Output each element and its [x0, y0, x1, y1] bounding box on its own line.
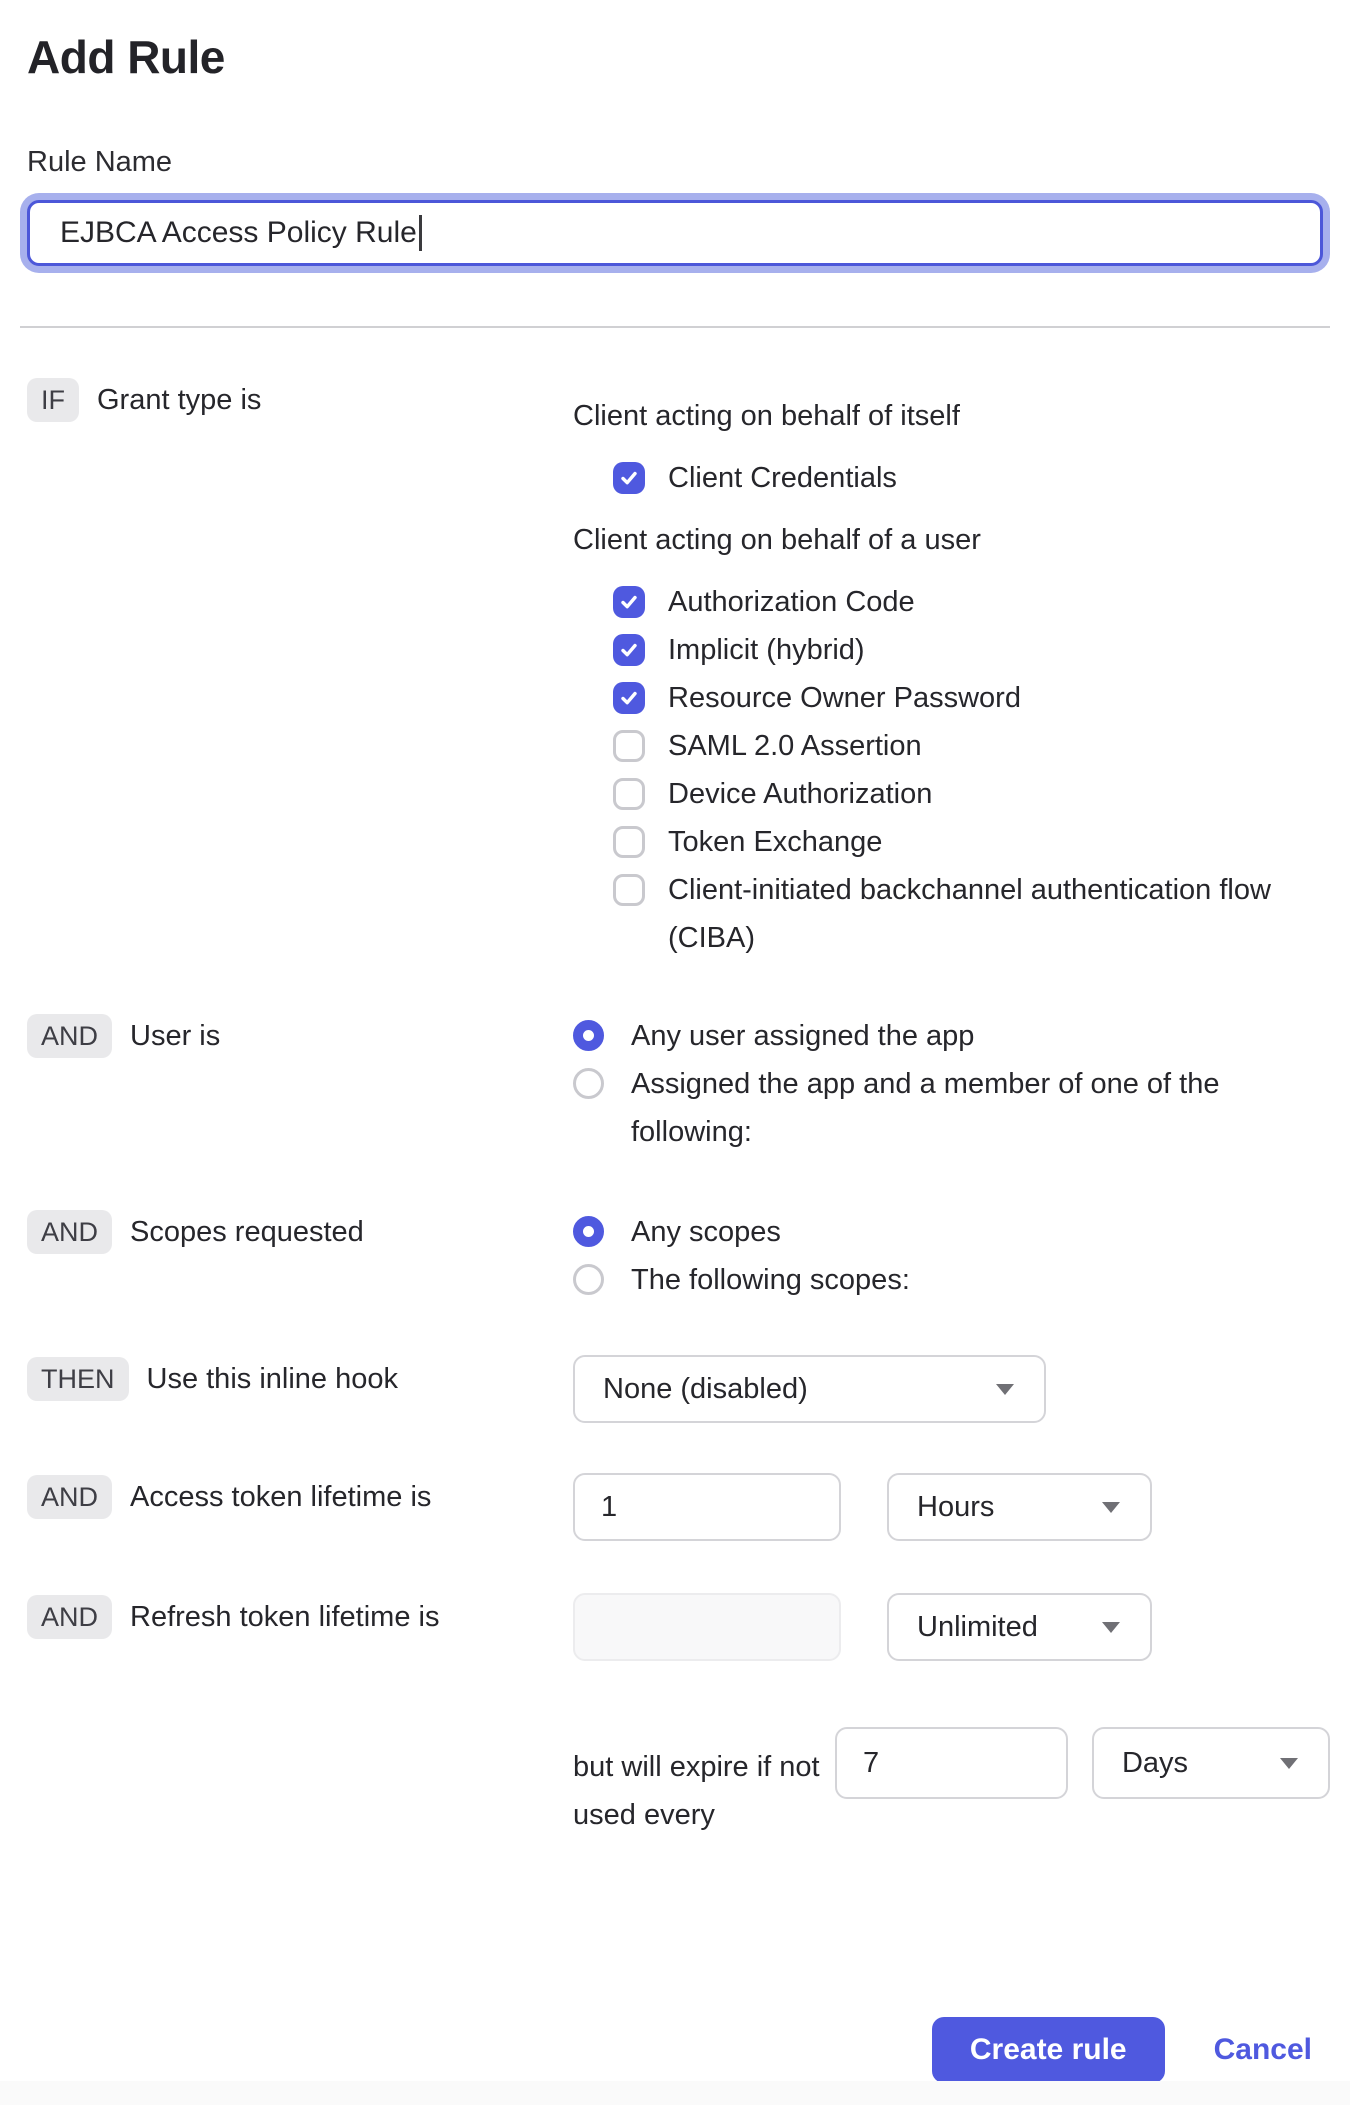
checkbox[interactable]	[613, 682, 645, 714]
select-value: None (disabled)	[603, 1372, 808, 1405]
checkbox-label: Authorization Code	[668, 586, 915, 618]
checkbox-label: Resource Owner Password	[668, 682, 1021, 714]
chevron-down-icon	[1280, 1758, 1298, 1769]
condition-row-refresh-token	[27, 1593, 1330, 1661]
checkmark-icon	[617, 466, 641, 490]
refresh-token-expiry-row	[27, 1727, 1330, 1839]
grant-group-header: Client acting on behalf of itself	[573, 400, 960, 432]
radio-button[interactable]	[573, 1264, 604, 1295]
radio-button[interactable]	[573, 1020, 604, 1051]
radio-button[interactable]	[573, 1216, 604, 1247]
grant-option-ciba[interactable]	[613, 866, 1330, 962]
radio-button[interactable]	[573, 1068, 604, 1099]
select-value: Days	[1121, 1746, 1189, 1779]
condition-label: Grant type is	[97, 384, 262, 416]
condition-row-user-is	[27, 1012, 1330, 1156]
user-option-member-of-group[interactable]	[573, 1060, 1330, 1156]
checkbox-label: Device Authorization	[668, 778, 933, 810]
grant-option-saml-assertion[interactable]	[613, 722, 1330, 770]
refresh-token-lifetime-input	[573, 1593, 841, 1661]
footer-actions	[27, 2017, 1330, 2083]
grant-option-client-credentials[interactable]	[613, 454, 1330, 502]
grant-option-resource-owner-password[interactable]	[613, 674, 1330, 722]
grant-option-device-authorization[interactable]	[613, 770, 1330, 818]
select-value: Unlimited	[917, 1610, 1038, 1643]
radio-label: The following scopes:	[631, 1264, 910, 1296]
checkmark-icon	[617, 686, 641, 710]
radio-label: Any scopes	[631, 1216, 781, 1248]
expire-value-input[interactable]	[835, 1727, 1068, 1799]
condition-label: Scopes requested	[130, 1216, 364, 1248]
expire-unit-select[interactable]	[1092, 1727, 1330, 1799]
text-cursor	[419, 215, 422, 251]
access-token-unit-select[interactable]	[887, 1473, 1152, 1541]
checkbox[interactable]	[613, 634, 645, 666]
condition-row-scopes	[27, 1208, 1330, 1304]
condition-keyword-badge: THEN	[27, 1357, 129, 1401]
checkmark-icon	[617, 590, 641, 614]
rule-name-value: EJBCA Access Policy Rule	[60, 216, 417, 249]
divider	[20, 326, 1330, 328]
scopes-option-any[interactable]	[573, 1208, 1330, 1256]
checkbox-label: SAML 2.0 Assertion	[668, 730, 922, 762]
condition-label: Refresh token lifetime is	[130, 1601, 440, 1633]
grant-option-implicit[interactable]	[613, 626, 1330, 674]
condition-row-grant-type	[27, 376, 1330, 962]
radio-label: Any user assigned the app	[631, 1020, 975, 1052]
condition-keyword-badge: AND	[27, 1475, 112, 1519]
checkbox-label: Client Credentials	[668, 462, 897, 494]
input-value: 7	[863, 1746, 880, 1779]
chevron-down-icon	[1102, 1622, 1120, 1633]
checkbox-label: Token Exchange	[668, 826, 883, 858]
condition-keyword-badge: IF	[27, 378, 79, 422]
checkbox[interactable]	[613, 730, 645, 762]
checkbox[interactable]	[613, 826, 645, 858]
condition-label: Access token lifetime is	[130, 1481, 432, 1513]
checkbox-label: Implicit (hybrid)	[668, 634, 865, 666]
condition-row-inline-hook	[27, 1355, 1330, 1423]
chevron-down-icon	[996, 1384, 1014, 1395]
condition-keyword-badge: AND	[27, 1014, 112, 1058]
checkbox[interactable]	[613, 586, 645, 618]
cancel-button[interactable]: Cancel	[1213, 2033, 1312, 2066]
checkbox[interactable]	[613, 874, 645, 906]
input-value: 1	[601, 1490, 618, 1523]
grant-option-authorization-code[interactable]	[613, 578, 1330, 626]
page-footer-strip	[0, 2081, 1350, 2105]
create-rule-button[interactable]: Create rule	[932, 2017, 1165, 2083]
checkmark-icon	[617, 638, 641, 662]
user-option-any-user[interactable]	[573, 1012, 1330, 1060]
page-title: Add Rule	[27, 31, 225, 83]
scopes-option-following[interactable]	[573, 1256, 1330, 1304]
condition-row-access-token	[27, 1473, 1330, 1541]
rule-name-label: Rule Name	[27, 146, 173, 178]
grant-group-header: Client acting on behalf of a user	[573, 524, 981, 556]
chevron-down-icon	[1102, 1502, 1120, 1513]
condition-label: Use this inline hook	[146, 1363, 398, 1395]
expire-text: but will expire if not used every	[573, 1751, 820, 1831]
condition-keyword-badge: AND	[27, 1595, 112, 1639]
condition-label: User is	[130, 1020, 221, 1052]
radio-label: Assigned the app and a member of one of the following:	[631, 1068, 1220, 1148]
access-token-lifetime-input[interactable]	[573, 1473, 841, 1541]
inline-hook-select[interactable]	[573, 1355, 1046, 1423]
checkbox-label: Client-initiated backchannel authentication flow (CIBA)	[668, 874, 1271, 954]
condition-keyword-badge: AND	[27, 1210, 112, 1254]
select-value: Hours	[917, 1490, 995, 1523]
grant-option-token-exchange[interactable]	[613, 818, 1330, 866]
rule-name-input[interactable]	[27, 200, 1323, 266]
checkbox[interactable]	[613, 462, 645, 494]
checkbox[interactable]	[613, 778, 645, 810]
refresh-token-unit-select[interactable]	[887, 1593, 1152, 1661]
